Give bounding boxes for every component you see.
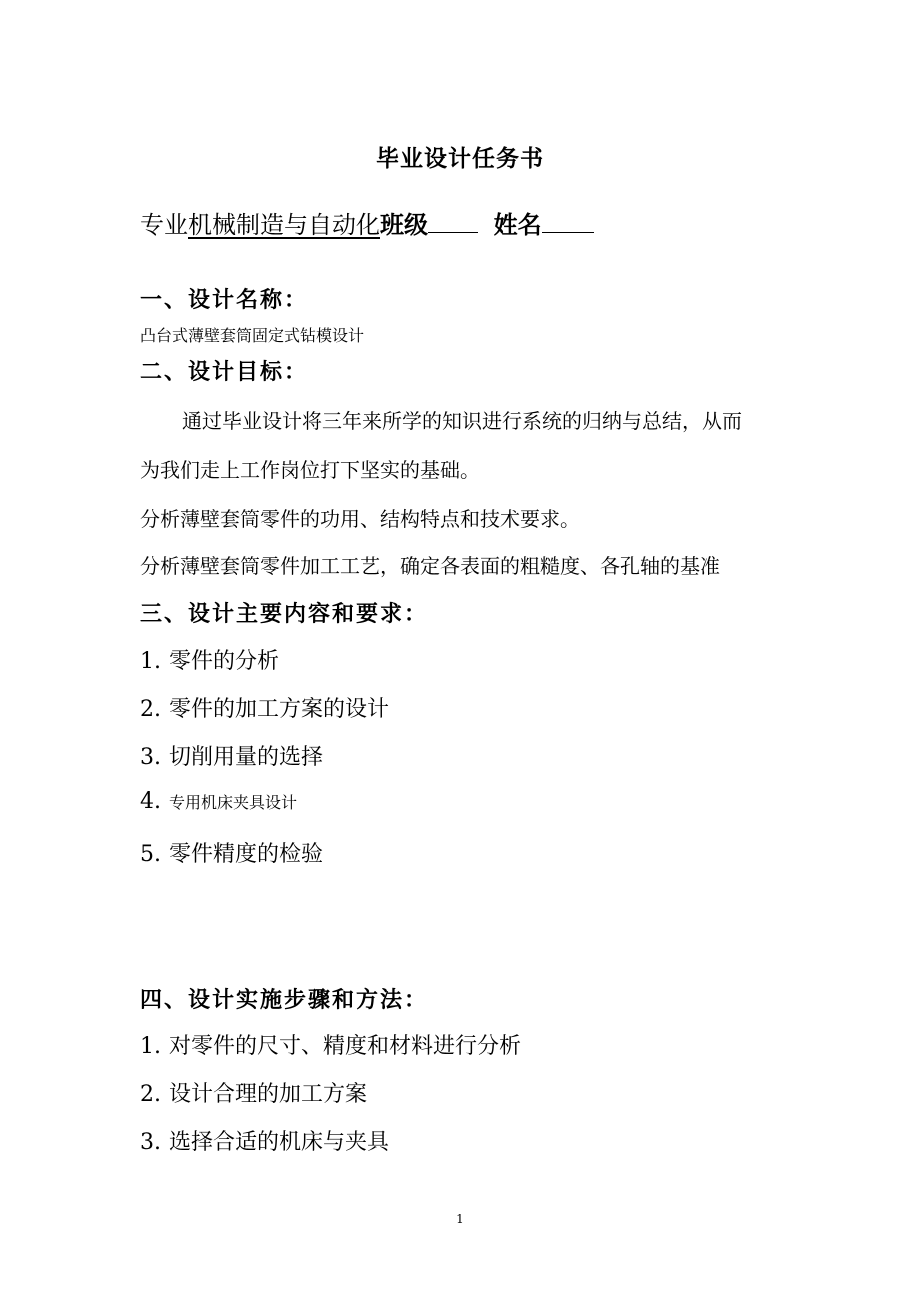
item-text: 零件的加工方案的设计 [169, 697, 390, 722]
page-number: 1 [456, 1212, 464, 1226]
section1-heading: 一、设计名称： [140, 288, 309, 313]
step-item [140, 1125, 389, 1156]
item-number: 1. [140, 1034, 161, 1059]
section2-heading: 二、设计目标： [140, 360, 309, 385]
item-number: 2. [140, 1082, 161, 1107]
major-class-name-line [140, 205, 594, 240]
section3-heading: 三、设计主要内容和要求： [140, 602, 429, 627]
goal-para3: 分析薄壁套筒零件加工工艺，确定各表面的粗糙度、各孔轴的基准 [140, 554, 720, 578]
major-value: 机械制造与自动化 [188, 211, 380, 239]
step-item [140, 1029, 521, 1060]
item-text: 设计合理的加工方案 [169, 1082, 368, 1107]
goal-para1-line2: 为我们走上工作岗位打下坚实的基础。 [140, 458, 480, 482]
item-number: 4. [140, 789, 161, 814]
item-number: 2. [140, 697, 161, 722]
content-item [140, 789, 297, 814]
document-title: 毕业设计任务书 [376, 146, 544, 172]
step-item [140, 1077, 367, 1108]
design-name-text: 凸台式薄壁套筒固定式钻模设计 [140, 326, 365, 345]
major-label: 专业 [140, 211, 188, 239]
name-label: 姓名 [493, 211, 542, 239]
content-item [140, 692, 389, 723]
item-number: 3. [140, 745, 161, 770]
item-text: 切削用量的选择 [169, 745, 324, 770]
class-label: 班级 [380, 211, 428, 239]
goal-para2: 分析薄壁套筒零件的功用、结构特点和技术要求。 [140, 507, 580, 531]
content-item [140, 837, 323, 868]
goal-para1-line1: 通过毕业设计将三年来所学的知识进行系统的归纳与总结，从而 [182, 409, 742, 433]
item-number: 1. [140, 649, 161, 674]
item-text: 专用机床夹具设计 [169, 793, 298, 812]
name-blank [542, 210, 594, 233]
item-text: 对零件的尺寸、精度和材料进行分析 [169, 1034, 522, 1059]
item-number: 3. [140, 1130, 161, 1155]
content-item [140, 644, 279, 675]
section4-heading: 四、设计实施步骤和方法： [140, 988, 429, 1013]
item-text: 零件的分析 [169, 649, 280, 674]
item-text: 选择合适的机床与夹具 [169, 1130, 390, 1155]
content-item [140, 740, 323, 771]
item-number: 5. [140, 842, 161, 867]
item-text: 零件精度的检验 [169, 842, 324, 867]
class-blank [428, 210, 478, 233]
